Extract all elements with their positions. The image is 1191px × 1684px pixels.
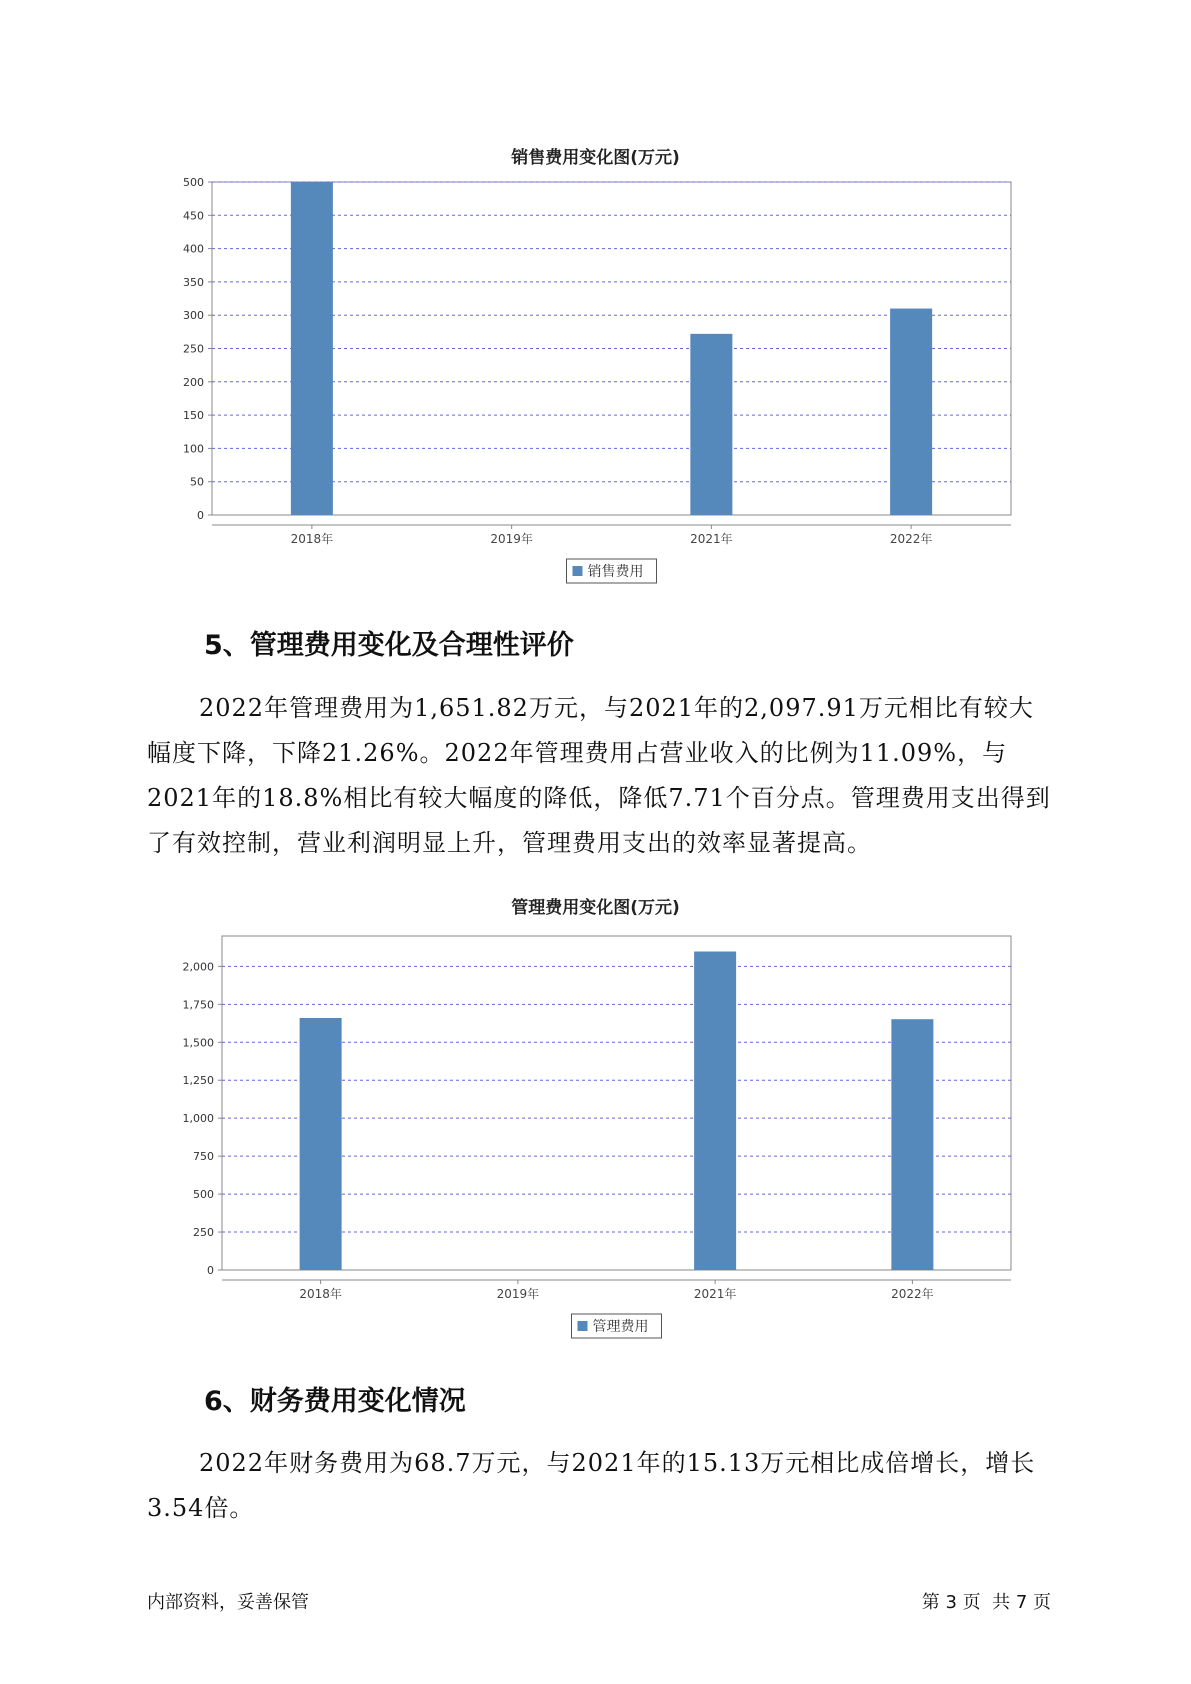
- bar: [690, 334, 732, 515]
- section-5-paragraph: [147, 686, 1057, 866]
- y-tick-label: 1,000: [182, 1112, 214, 1126]
- y-tick-label: 250: [183, 342, 204, 356]
- x-tick-label: 2022年: [891, 1287, 934, 1301]
- x-tick-label: 2018年: [299, 1287, 342, 1301]
- y-tick-label: 450: [183, 209, 204, 223]
- y-tick-label: 500: [193, 1188, 214, 1202]
- footer-confidential-note: 内部资料，妥善保管: [147, 1592, 309, 1613]
- x-tick-label: 2022年: [889, 532, 933, 546]
- y-tick-label: 2,000: [182, 960, 214, 974]
- sales-chart-title: 销售费用变化图(万元): [511, 148, 680, 168]
- legend-swatch: [578, 1321, 588, 1331]
- y-tick-label: 100: [183, 442, 204, 456]
- bar: [890, 309, 932, 515]
- x-tick-label: 2021年: [693, 1287, 737, 1301]
- section-5-text: 2022年管理费用为1,651.82万元，与2021年的2,097.91万元相比有较大幅度下降，下降21.26%。2022年管理费用占营业收入的比例为11.09%，与2021年的18.8%相比有较大幅度的降低，降低7.71个百分点。管理费用支出得到了有效控制，营业利润明显上升，管理费用支出的效率显著提高。: [147, 694, 1051, 857]
- y-tick-label: 300: [183, 309, 204, 323]
- section-6-text: 2022年财务费用为68.7万元，与2021年的15.13万元相比成倍增长，增长3.54倍。: [147, 1449, 1036, 1522]
- section-6-heading: 6、财务费用变化情况: [204, 1386, 466, 1417]
- x-tick-label: 2021年: [690, 532, 733, 546]
- section-5-heading: 5、管理费用变化及合理性评价: [204, 630, 574, 661]
- section-6-paragraph: [147, 1441, 1057, 1531]
- bar: [300, 1018, 342, 1270]
- y-tick-label: 400: [183, 242, 204, 256]
- legend-label: 管理费用: [592, 1319, 649, 1335]
- y-tick-label: 1,500: [182, 1036, 214, 1050]
- bar: [291, 182, 333, 515]
- y-tick-label: 0: [197, 509, 204, 522]
- admin-expense-chart: [0, 920, 1191, 1340]
- y-tick-label: 1,750: [182, 998, 214, 1012]
- sales-expense-chart: [0, 170, 1191, 590]
- bar: [694, 951, 736, 1270]
- admin-chart-title: 管理费用变化图(万元): [511, 898, 680, 918]
- y-tick-label: 1,250: [182, 1074, 214, 1088]
- footer-page-number: 第 3 页 共 7 页: [921, 1592, 1051, 1613]
- y-tick-label: 150: [183, 409, 204, 423]
- y-tick-label: 750: [193, 1150, 214, 1164]
- legend-label: 销售费用: [587, 564, 644, 580]
- y-tick-label: 250: [193, 1226, 214, 1240]
- y-tick-label: 0: [207, 1264, 214, 1277]
- x-tick-label: 2019年: [490, 532, 533, 546]
- legend-swatch: [573, 566, 583, 576]
- x-tick-label: 2018年: [290, 532, 334, 546]
- y-tick-label: 200: [183, 375, 204, 389]
- y-tick-label: 500: [183, 176, 204, 189]
- y-tick-label: 350: [183, 275, 204, 289]
- y-tick-label: 50: [190, 475, 204, 489]
- x-tick-label: 2019年: [496, 1287, 540, 1301]
- bar: [891, 1019, 933, 1270]
